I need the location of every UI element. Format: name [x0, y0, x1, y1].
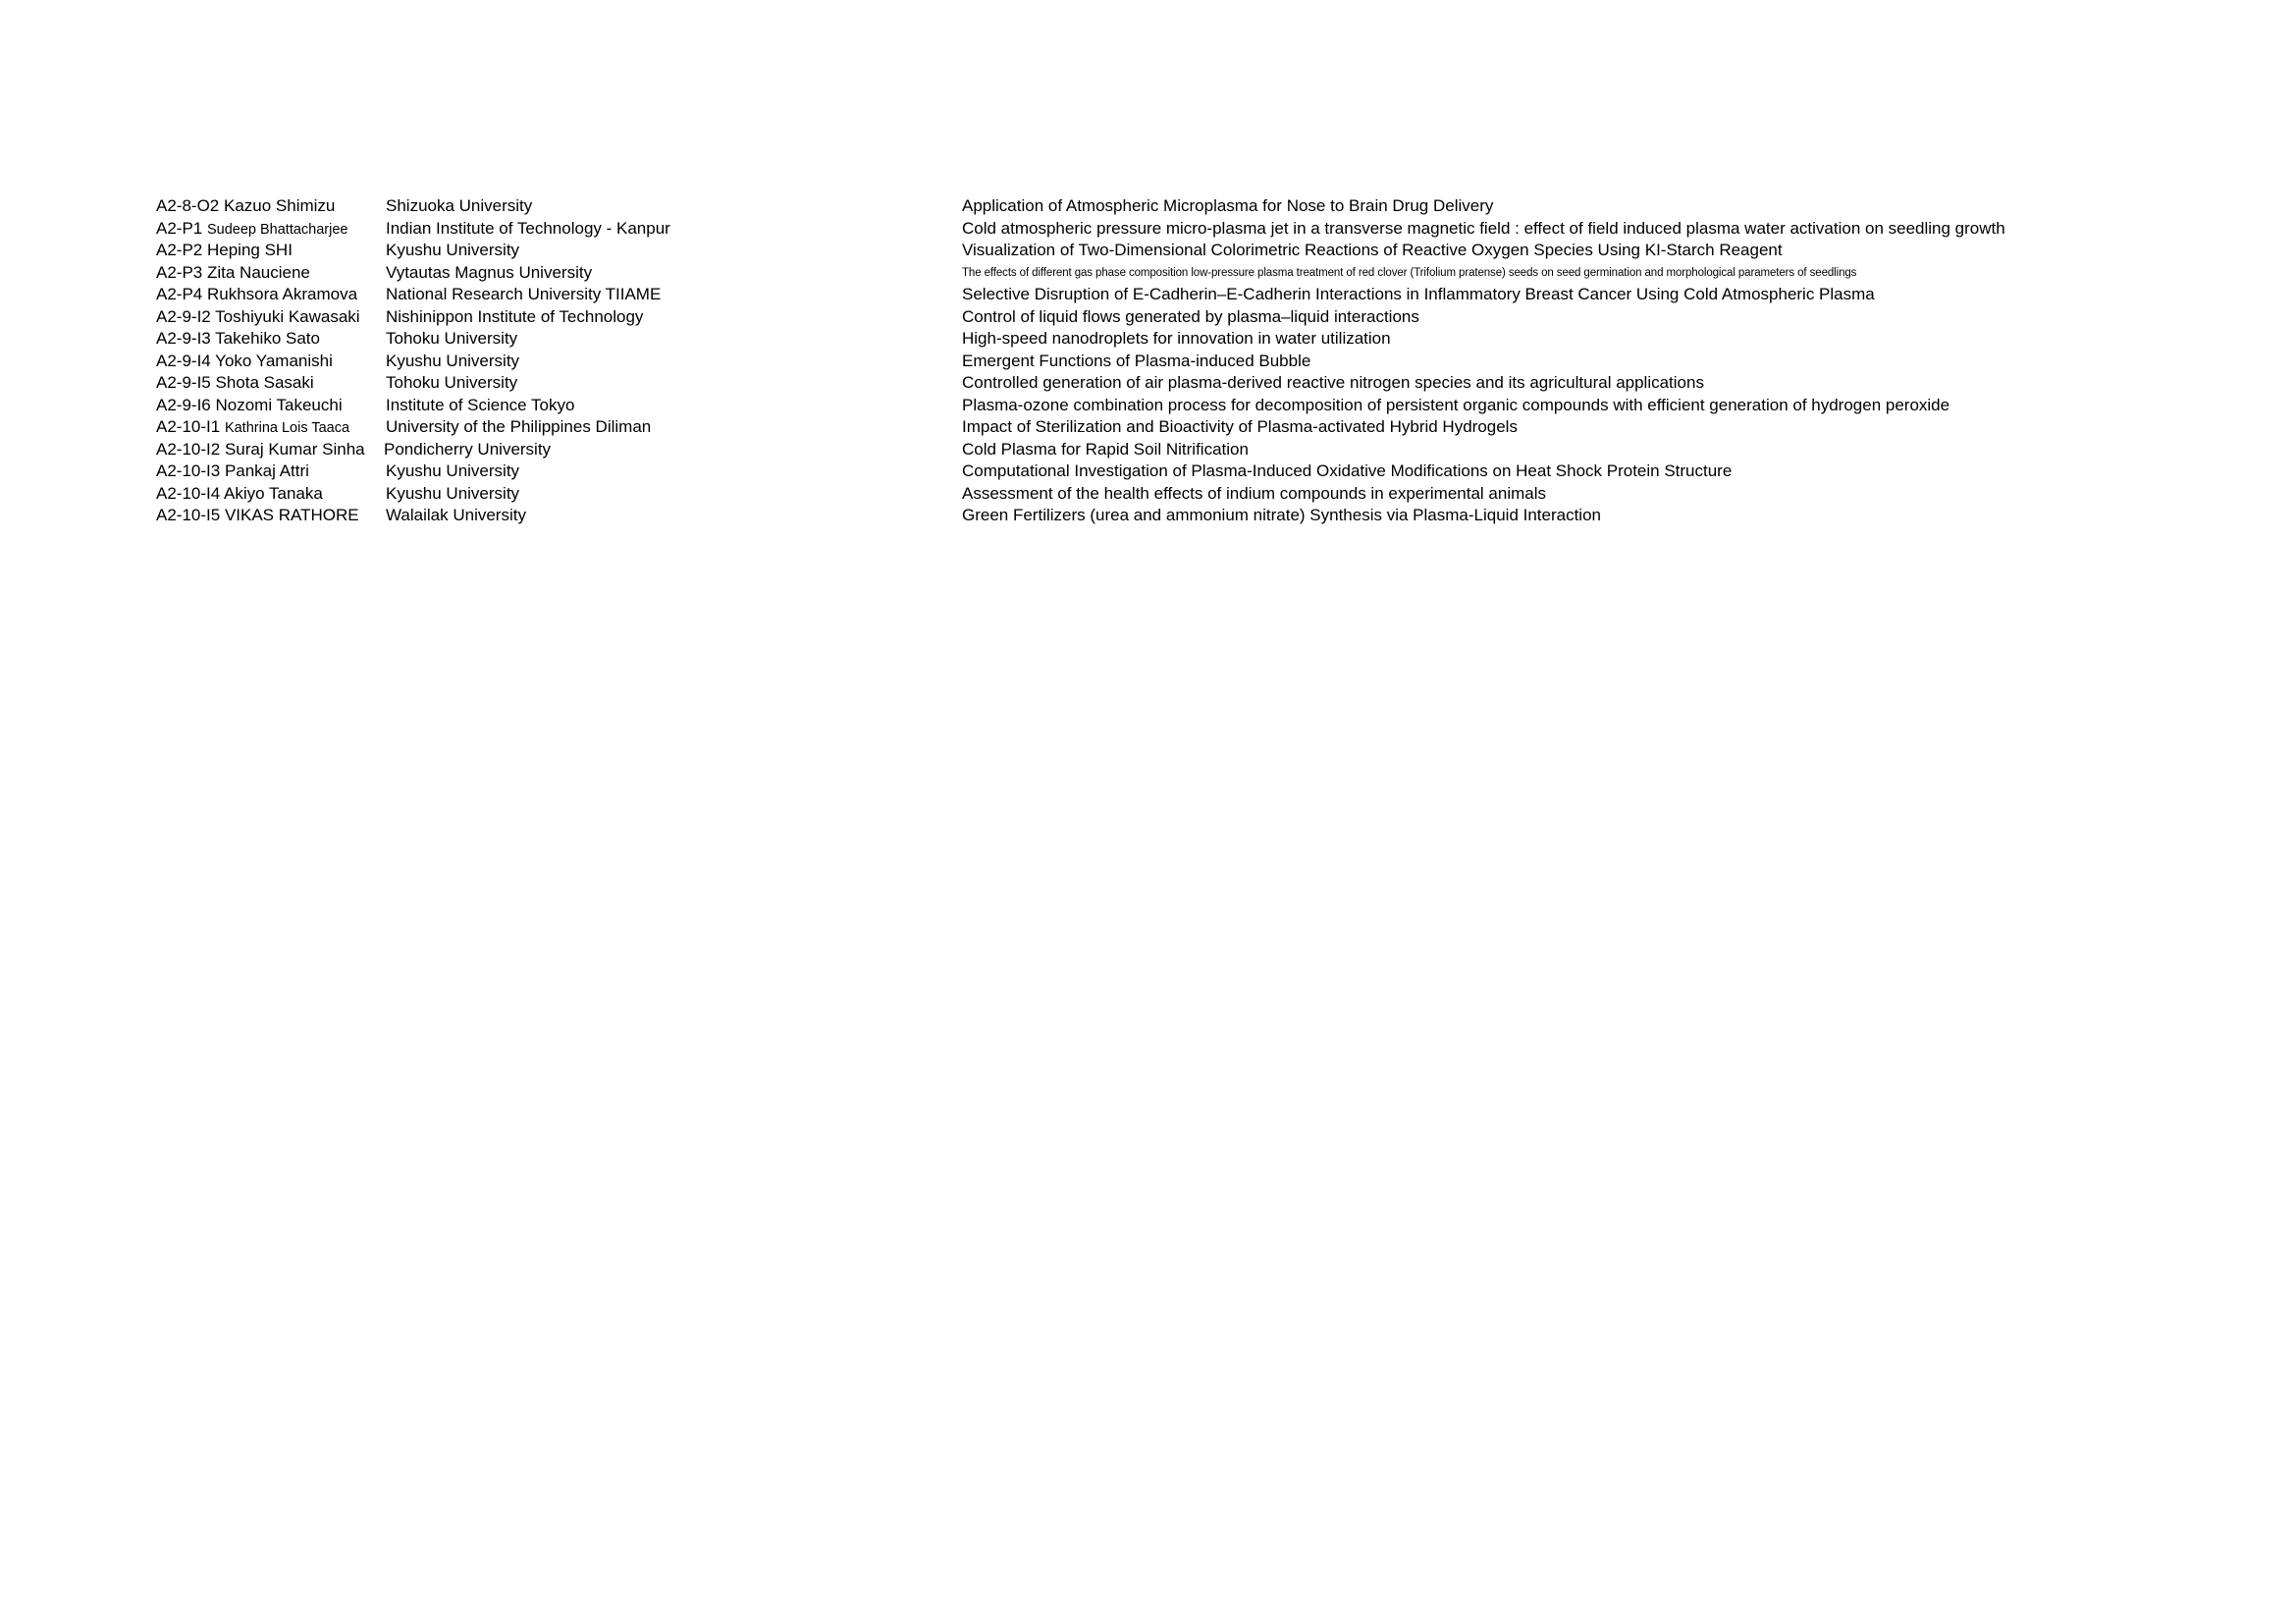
presentation-code: A2-P2	[156, 241, 203, 259]
list-item	[156, 218, 2119, 241]
list-item	[156, 328, 2119, 351]
affiliation: University of the Philippines Diliman	[386, 417, 652, 436]
affiliation: Kyushu University	[386, 241, 520, 259]
presenter-name: Kazuo Shimizu	[223, 196, 336, 215]
presentation-code: A2-9-I4	[156, 351, 211, 370]
presentation-title: Control of liquid flows generated by plasma–liquid interactions	[962, 306, 1419, 326]
affiliation: Indian Institute of Technology - Kanpur	[386, 218, 670, 238]
list-item	[156, 195, 2119, 218]
presentation-code: A2-10-I5	[156, 506, 221, 524]
presentation-title: Assessment of the health effects of indium compounds in experimental animals	[962, 483, 1546, 503]
list-item	[156, 372, 2119, 395]
presenter-name: Sudeep Bhattacharjee	[206, 221, 348, 238]
list-item	[156, 439, 2119, 461]
presentation-title: The effects of different gas phase composition low-pressure plasma treatment of red clover (Trifolium pratense) seeds on seed germination and morphological parameters of seedlings	[962, 266, 1857, 279]
presenter-name: VIKAS RATHORE	[224, 506, 359, 524]
presenter-name: Takehiko Sato	[215, 329, 320, 348]
presenter-name: Zita Nauciene	[206, 262, 310, 282]
presentation-code: A2-P4	[156, 285, 203, 303]
presenter-name: Shota Sasaki	[215, 373, 314, 392]
affiliation: Shizuoka University	[386, 196, 533, 215]
list-item	[156, 460, 2119, 483]
presentation-code: A2-P1	[156, 218, 203, 238]
affiliation: Tohoku University	[386, 329, 518, 348]
presenter-name: Akiyo Tanaka	[224, 483, 323, 503]
list-item	[156, 505, 2119, 527]
list-item	[156, 240, 2119, 262]
presentation-code: A2-8-O2	[156, 196, 220, 215]
list-item	[156, 351, 2119, 373]
presentation-title: Emergent Functions of Plasma-induced Bubble	[962, 351, 1311, 370]
affiliation: Kyushu University	[386, 351, 520, 370]
presentation-title: Plasma-ozone combination process for decomposition of persistent organic compounds with efficient generation of hydrogen peroxide	[962, 395, 1950, 414]
affiliation: Kyushu University	[386, 461, 520, 480]
presentation-code: A2-10-I2	[156, 439, 221, 459]
presentation-title: Cold Plasma for Rapid Soil Nitrification	[962, 439, 1249, 459]
presentation-code: A2-10-I3	[156, 461, 221, 480]
affiliation: Pondicherry University	[384, 439, 552, 459]
presentation-code: A2-10-I1	[156, 417, 221, 436]
presentation-list	[156, 195, 2119, 527]
presenter-name: Suraj Kumar Sinha	[224, 439, 365, 459]
presenter-name: Nozomi Takeuchi	[215, 395, 343, 414]
presentation-title: Impact of Sterilization and Bioactivity of Plasma-activated Hybrid Hydrogels	[962, 417, 1518, 436]
list-item	[156, 284, 2119, 306]
affiliation: Vytautas Magnus University	[386, 262, 593, 282]
list-item	[156, 395, 2119, 417]
presentation-code: A2-P3	[156, 262, 203, 282]
affiliation: Kyushu University	[386, 483, 520, 503]
presentation-title: Cold atmospheric pressure micro-plasma jet in a transverse magnetic field : effect of field induced plasma water activation on seedling growth	[962, 218, 2005, 238]
presentation-title: Visualization of Two-Dimensional Colorimetric Reactions of Reactive Oxygen Species Using KI-Starch Reagent	[962, 241, 1783, 259]
presenter-name: Heping SHI	[206, 241, 293, 259]
presentation-code: A2-9-I5	[156, 373, 211, 392]
presenter-name: Kathrina Lois Taaca	[224, 420, 350, 436]
affiliation: Nishinippon Institute of Technology	[386, 306, 644, 326]
affiliation: National Research University TIIAME	[386, 285, 662, 303]
presentation-code: A2-10-I4	[156, 483, 221, 503]
presenter-name: Pankaj Attri	[224, 461, 309, 480]
presentation-code: A2-9-I6	[156, 395, 211, 414]
presenter-name: Yoko Yamanishi	[215, 351, 333, 370]
list-item	[156, 306, 2119, 329]
presentation-code: A2-9-I2	[156, 306, 211, 326]
presentation-title: Green Fertilizers (urea and ammonium nitrate) Synthesis via Plasma-Liquid Interaction	[962, 506, 1601, 524]
presenter-name: Rukhsora Akramova	[206, 285, 358, 303]
list-item	[156, 416, 2119, 439]
presentation-title: Selective Disruption of E-Cadherin–E-Cadherin Interactions in Inflammatory Breast Cancer Using Cold Atmospheric Plasma	[962, 285, 1875, 303]
presentation-title: Computational Investigation of Plasma-Induced Oxidative Modifications on Heat Shock Protein Structure	[962, 461, 1733, 480]
presenter-name: Toshiyuki Kawasaki	[215, 306, 360, 326]
list-item	[156, 262, 2119, 285]
presentation-code: A2-9-I3	[156, 329, 211, 348]
presentation-title: High-speed nanodroplets for innovation in water utilization	[962, 329, 1391, 348]
presentation-title: Application of Atmospheric Microplasma for Nose to Brain Drug Delivery	[962, 196, 1494, 215]
affiliation: Institute of Science Tokyo	[386, 395, 575, 414]
affiliation: Walailak University	[386, 506, 526, 524]
presentation-title: Controlled generation of air plasma-derived reactive nitrogen species and its agricultural applications	[962, 373, 1704, 392]
list-item	[156, 483, 2119, 506]
affiliation: Tohoku University	[386, 373, 518, 392]
